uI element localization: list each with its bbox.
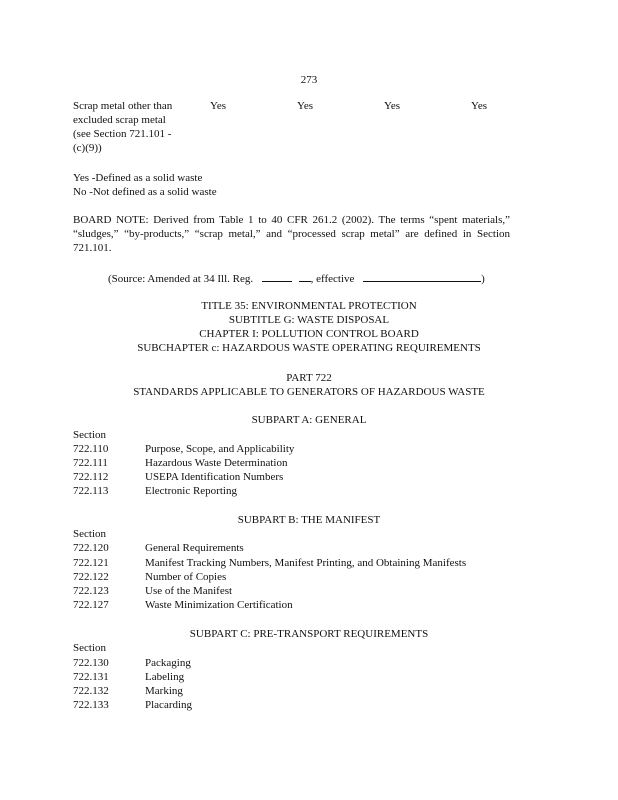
section-label: Section bbox=[73, 642, 106, 654]
chapter-heading: CHAPTER I: POLLUTION CONTROL BOARD bbox=[199, 328, 419, 340]
page-number: 273 bbox=[300, 74, 318, 86]
table-row-label-line-1: Scrap metal other than bbox=[73, 100, 173, 112]
part-title-heading: STANDARDS APPLICABLE TO GENERATORS OF HAZARDOUS WASTE bbox=[133, 386, 485, 398]
section-number: 722.112 bbox=[73, 471, 109, 483]
section-title: Placarding bbox=[145, 699, 193, 711]
section-number: 722.123 bbox=[73, 585, 109, 597]
table-row-label-line-4: (c)(9)) bbox=[73, 142, 102, 154]
table-cell-value: Yes bbox=[210, 100, 227, 112]
source-mid: , effective bbox=[310, 273, 355, 285]
subchapter-heading: SUBCHAPTER c: HAZARDOUS WASTE OPERATING REQUIREMENTS bbox=[137, 342, 481, 354]
section-number: 722.120 bbox=[73, 542, 109, 554]
source-prefix: (Source: Amended at 34 Ill. Reg. bbox=[108, 273, 254, 285]
section-number: 722.132 bbox=[73, 685, 109, 697]
subpart-b-heading: SUBPART B: THE MANIFEST bbox=[237, 514, 381, 526]
table-cell-value: Yes bbox=[384, 100, 401, 112]
section-title: USEPA Identification Numbers bbox=[145, 471, 284, 483]
table-row-label-line-2: excluded scrap metal bbox=[73, 114, 166, 126]
source-suffix: ) bbox=[481, 273, 485, 285]
section-title: Number of Copies bbox=[145, 571, 227, 583]
section-title: Waste Minimization Certification bbox=[145, 599, 293, 611]
section-title: Hazardous Waste Determination bbox=[145, 457, 288, 469]
legend-yes: Yes -Defined as a solid waste bbox=[73, 172, 203, 184]
table-cell-value: Yes bbox=[471, 100, 488, 112]
legend-no: No -Not defined as a solid waste bbox=[73, 186, 217, 198]
board-note: BOARD NOTE: Derived from Table 1 to 40 CFR 261.2 (2002). The terms “spent materials,” “sludges,” “by-products,” “scrap metal,” and “processed scrap metal” are defined in Section 721.101. bbox=[73, 214, 510, 254]
section-number: 722.122 bbox=[73, 571, 109, 583]
subtitle-heading: SUBTITLE G: WASTE DISPOSAL bbox=[228, 314, 390, 326]
subpart-c-heading: SUBPART C: PRE-TRANSPORT REQUIREMENTS bbox=[189, 628, 429, 640]
section-label: Section bbox=[73, 528, 106, 540]
part-heading: PART 722 bbox=[286, 372, 332, 384]
table-cell-value: Yes bbox=[297, 100, 314, 112]
section-number: 722.131 bbox=[73, 671, 109, 683]
section-number: 722.121 bbox=[73, 557, 109, 569]
source-note bbox=[108, 271, 485, 286]
section-label: Section bbox=[73, 429, 106, 441]
section-number: 722.133 bbox=[73, 699, 109, 711]
reg-volume-blank bbox=[262, 271, 292, 282]
section-number: 722.127 bbox=[73, 599, 109, 611]
table-row-label-line-3: (see Section 721.101 - bbox=[73, 128, 172, 140]
section-title: Electronic Reporting bbox=[145, 485, 237, 497]
section-number: 722.111 bbox=[73, 457, 108, 469]
section-title: Purpose, Scope, and Applicability bbox=[145, 443, 295, 455]
section-title: Packaging bbox=[145, 657, 191, 669]
effective-date-blank bbox=[363, 271, 481, 282]
section-number: 722.110 bbox=[73, 443, 109, 455]
reg-page-blank bbox=[299, 271, 311, 282]
section-title: Use of the Manifest bbox=[145, 585, 233, 597]
section-title: Labeling bbox=[145, 671, 185, 683]
section-title: General Requirements bbox=[145, 542, 244, 554]
section-number: 722.130 bbox=[73, 657, 109, 669]
title-heading: TITLE 35: ENVIRONMENTAL PROTECTION bbox=[201, 300, 417, 312]
subpart-a-heading: SUBPART A: GENERAL bbox=[251, 414, 367, 426]
section-title: Marking bbox=[145, 685, 183, 697]
section-number: 722.113 bbox=[73, 485, 109, 497]
section-title: Manifest Tracking Numbers, Manifest Printing, and Obtaining Manifests bbox=[145, 557, 467, 569]
